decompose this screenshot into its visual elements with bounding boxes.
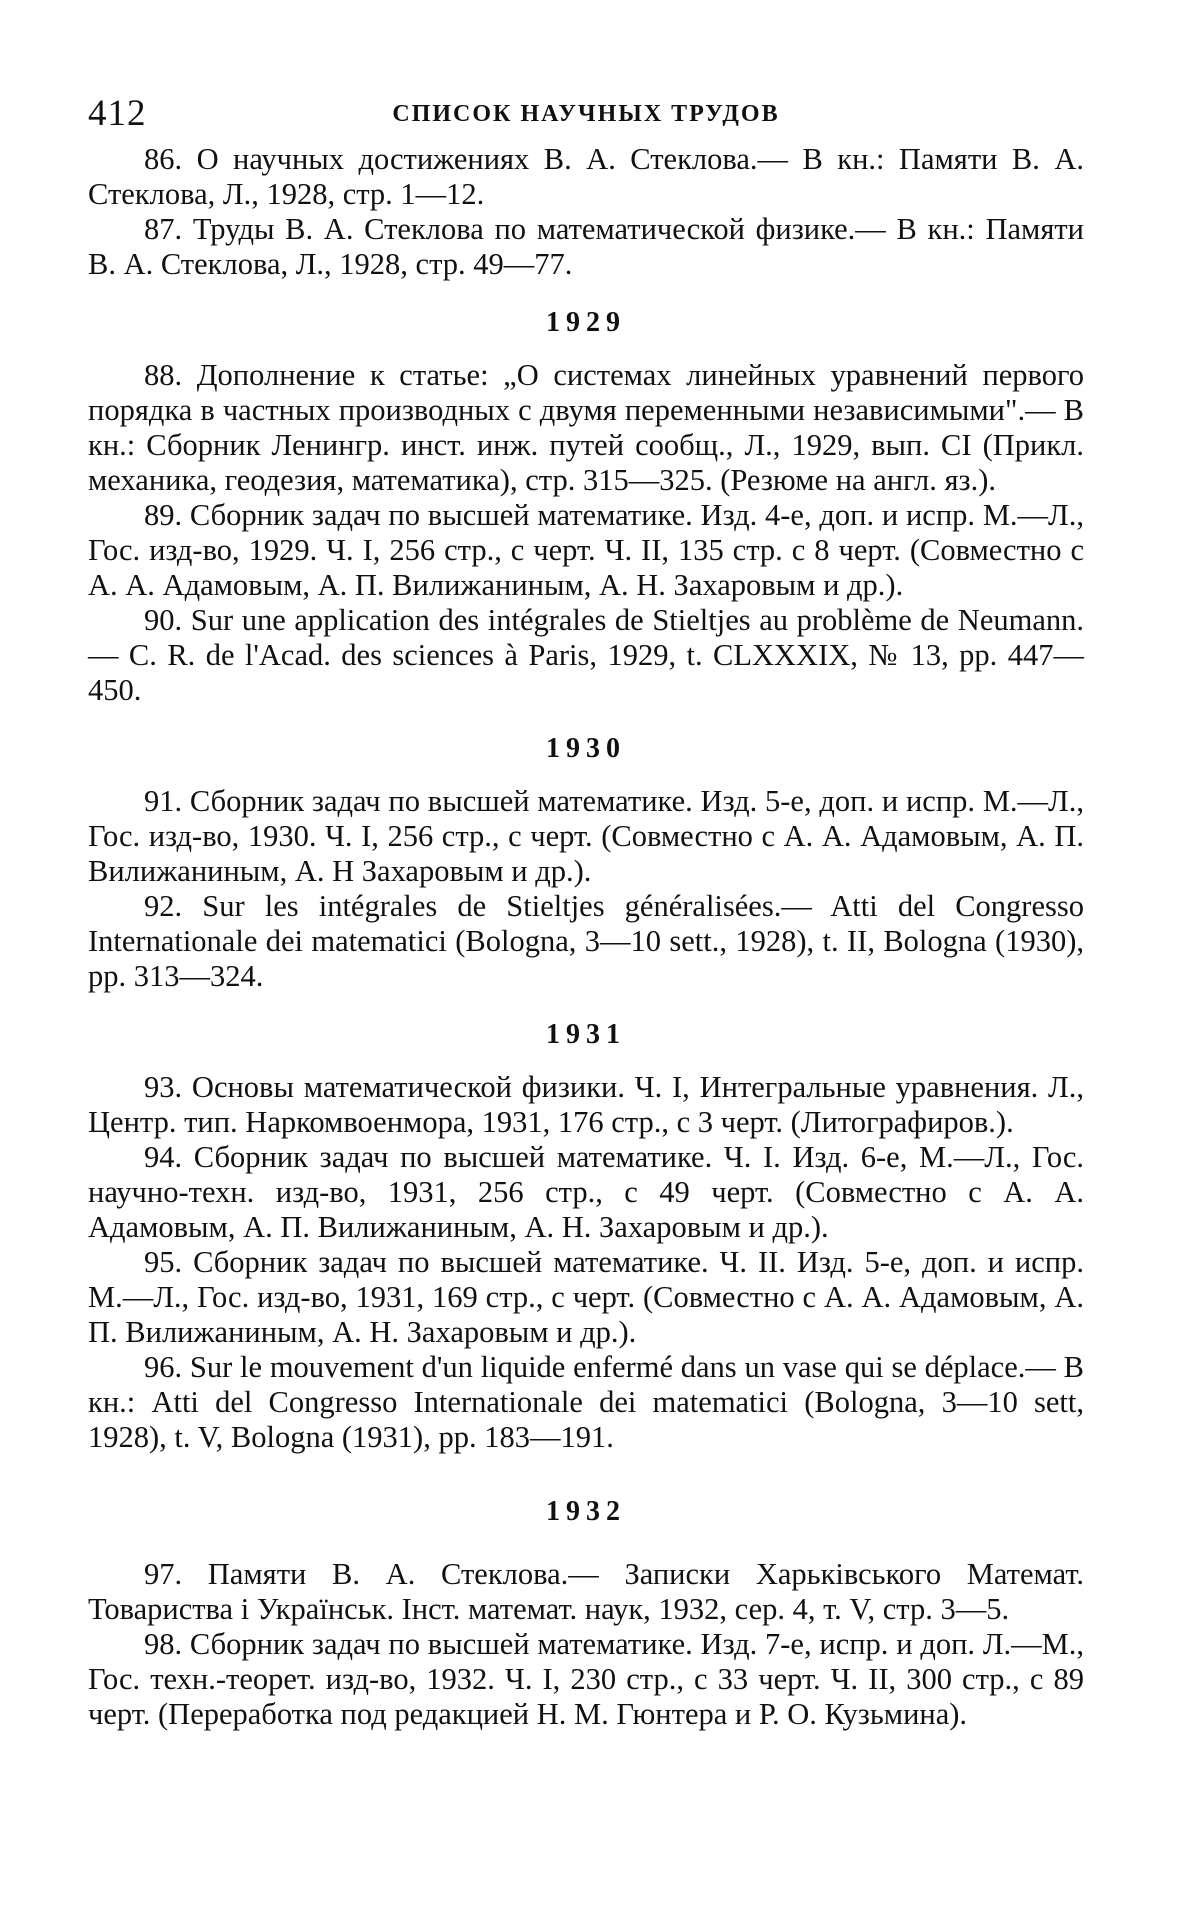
running-title: СПИСОК НАУЧНЫХ ТРУДОВ [392, 101, 780, 127]
bibliography-entry: 90. Sur une application des intégrales de Stieltjes au problème de Neumann.— C. R. de l'Acad. des sciences à Paris, 1929, t. CLXXXIX, № 13, pp. 447—450. [88, 603, 1084, 707]
bibliography-entry: 94. Сборник задач по высшей математике. Ч. I. Изд. 6-е, М.—Л., Гос. научно-техн. изд-во, 1931, 256 стр., с 49 черт. (Совместно с А. А. Адамовым, А. П. Вилижаниным, А. Н. Захаровым и др.). [88, 1140, 1084, 1244]
bibliography-entry: 87. Труды В. А. Стеклова по математической физике.— В кн.: Памяти В. А. Стеклова, Л., 1928, стр. 49—77. [88, 212, 1084, 281]
bibliography-entry: 98. Сборник задач по высшей математике. Изд. 7-е, испр. и доп. Л.—М., Гос. техн.-теорет. изд-во, 1932. Ч. I, 230 стр., с 33 черт. Ч. II, 300 стр., с 89 черт. (Переработка под редакцией Н. М. Гюнтера и Р. О. Кузьмина). [88, 1627, 1084, 1731]
bibliography-entry: 89. Сборник задач по высшей математике. Изд. 4-е, доп. и испр. М.—Л., Гос. изд-во, 1929. Ч. I, 256 стр., с черт. Ч. II, 135 стр. с 8 черт. (Совместно с А. А. Адамовым, А. П. Вилижаниным, А. Н. Захаровым и др.). [88, 498, 1084, 602]
document-page [88, 78, 1084, 1732]
bibliography-entry: 91. Сборник задач по высшей математике. Изд. 5-е, доп. и испр. М.—Л., Гос. изд-во, 1930. Ч. I, 256 стр., с черт. (Совместно с А. А. Адамовым, А. П. Вилижаниным, А. Н Захаровым и др.). [88, 784, 1084, 888]
bibliography-entry: 95. Сборник задач по высшей математике. Ч. II. Изд. 5-е, доп. и испр. М.—Л., Гос. изд-во, 1931, 169 стр., с черт. (Совместно с А. А. Адамовым, А. П. Вилижаниным, А. Н. Захаровым и др.). [88, 1245, 1084, 1349]
bibliography-entry: 92. Sur les intégrales de Stieltjes généralisées.— Atti del Congresso Internationale dei matematici (Bologna, 3—10 sett., 1928), t. II, Bologna (1930), pp. 313—324. [88, 889, 1084, 993]
page-number: 412 [88, 93, 147, 134]
bibliography-entry: 97. Памяти В. А. Стеклова.— Записки Харьківського Математ. Товариства і Українськ. Інст. математ. наук, 1932, сер. 4, т. V, стр. 3—5. [88, 1557, 1084, 1626]
bibliography-entry: 96. Sur le mouvement d'un liquide enfermé dans un vase qui se déplace.— В кн.: Atti del Congresso Internationale dei matematici (Bologna, 3—10 sett, 1928), t. V, Bologna (1931), pp. 183—191. [88, 1350, 1084, 1454]
year-heading: 1930 [546, 733, 626, 764]
running-head [88, 78, 1084, 138]
year-heading: 1931 [546, 1019, 626, 1050]
bibliography-entry: 88. Дополнение к статье: „О системах линейных уравнений первого порядка в частных производных с двумя переменными независимыми".— В кн.: Сборник Ленингр. инст. инж. путей сообщ., Л., 1929, вып. CI (Прикл. механика, геодезия, математика), стр. 315—325. (Резюме на англ. яз.). [88, 358, 1084, 497]
bibliography-list [88, 142, 1084, 1732]
year-heading: 1929 [546, 307, 626, 338]
year-heading: 1932 [546, 1496, 626, 1527]
bibliography-entry: 86. О научных достижениях В. А. Стеклова.— В кн.: Памяти В. А. Стеклова, Л., 1928, стр. 1—12. [88, 142, 1084, 211]
bibliography-entry: 93. Основы математической физики. Ч. I, Интегральные уравнения. Л., Центр. тип. Наркомвоенмора, 1931, 176 стр., с 3 черт. (Литографиров.). [88, 1070, 1084, 1139]
